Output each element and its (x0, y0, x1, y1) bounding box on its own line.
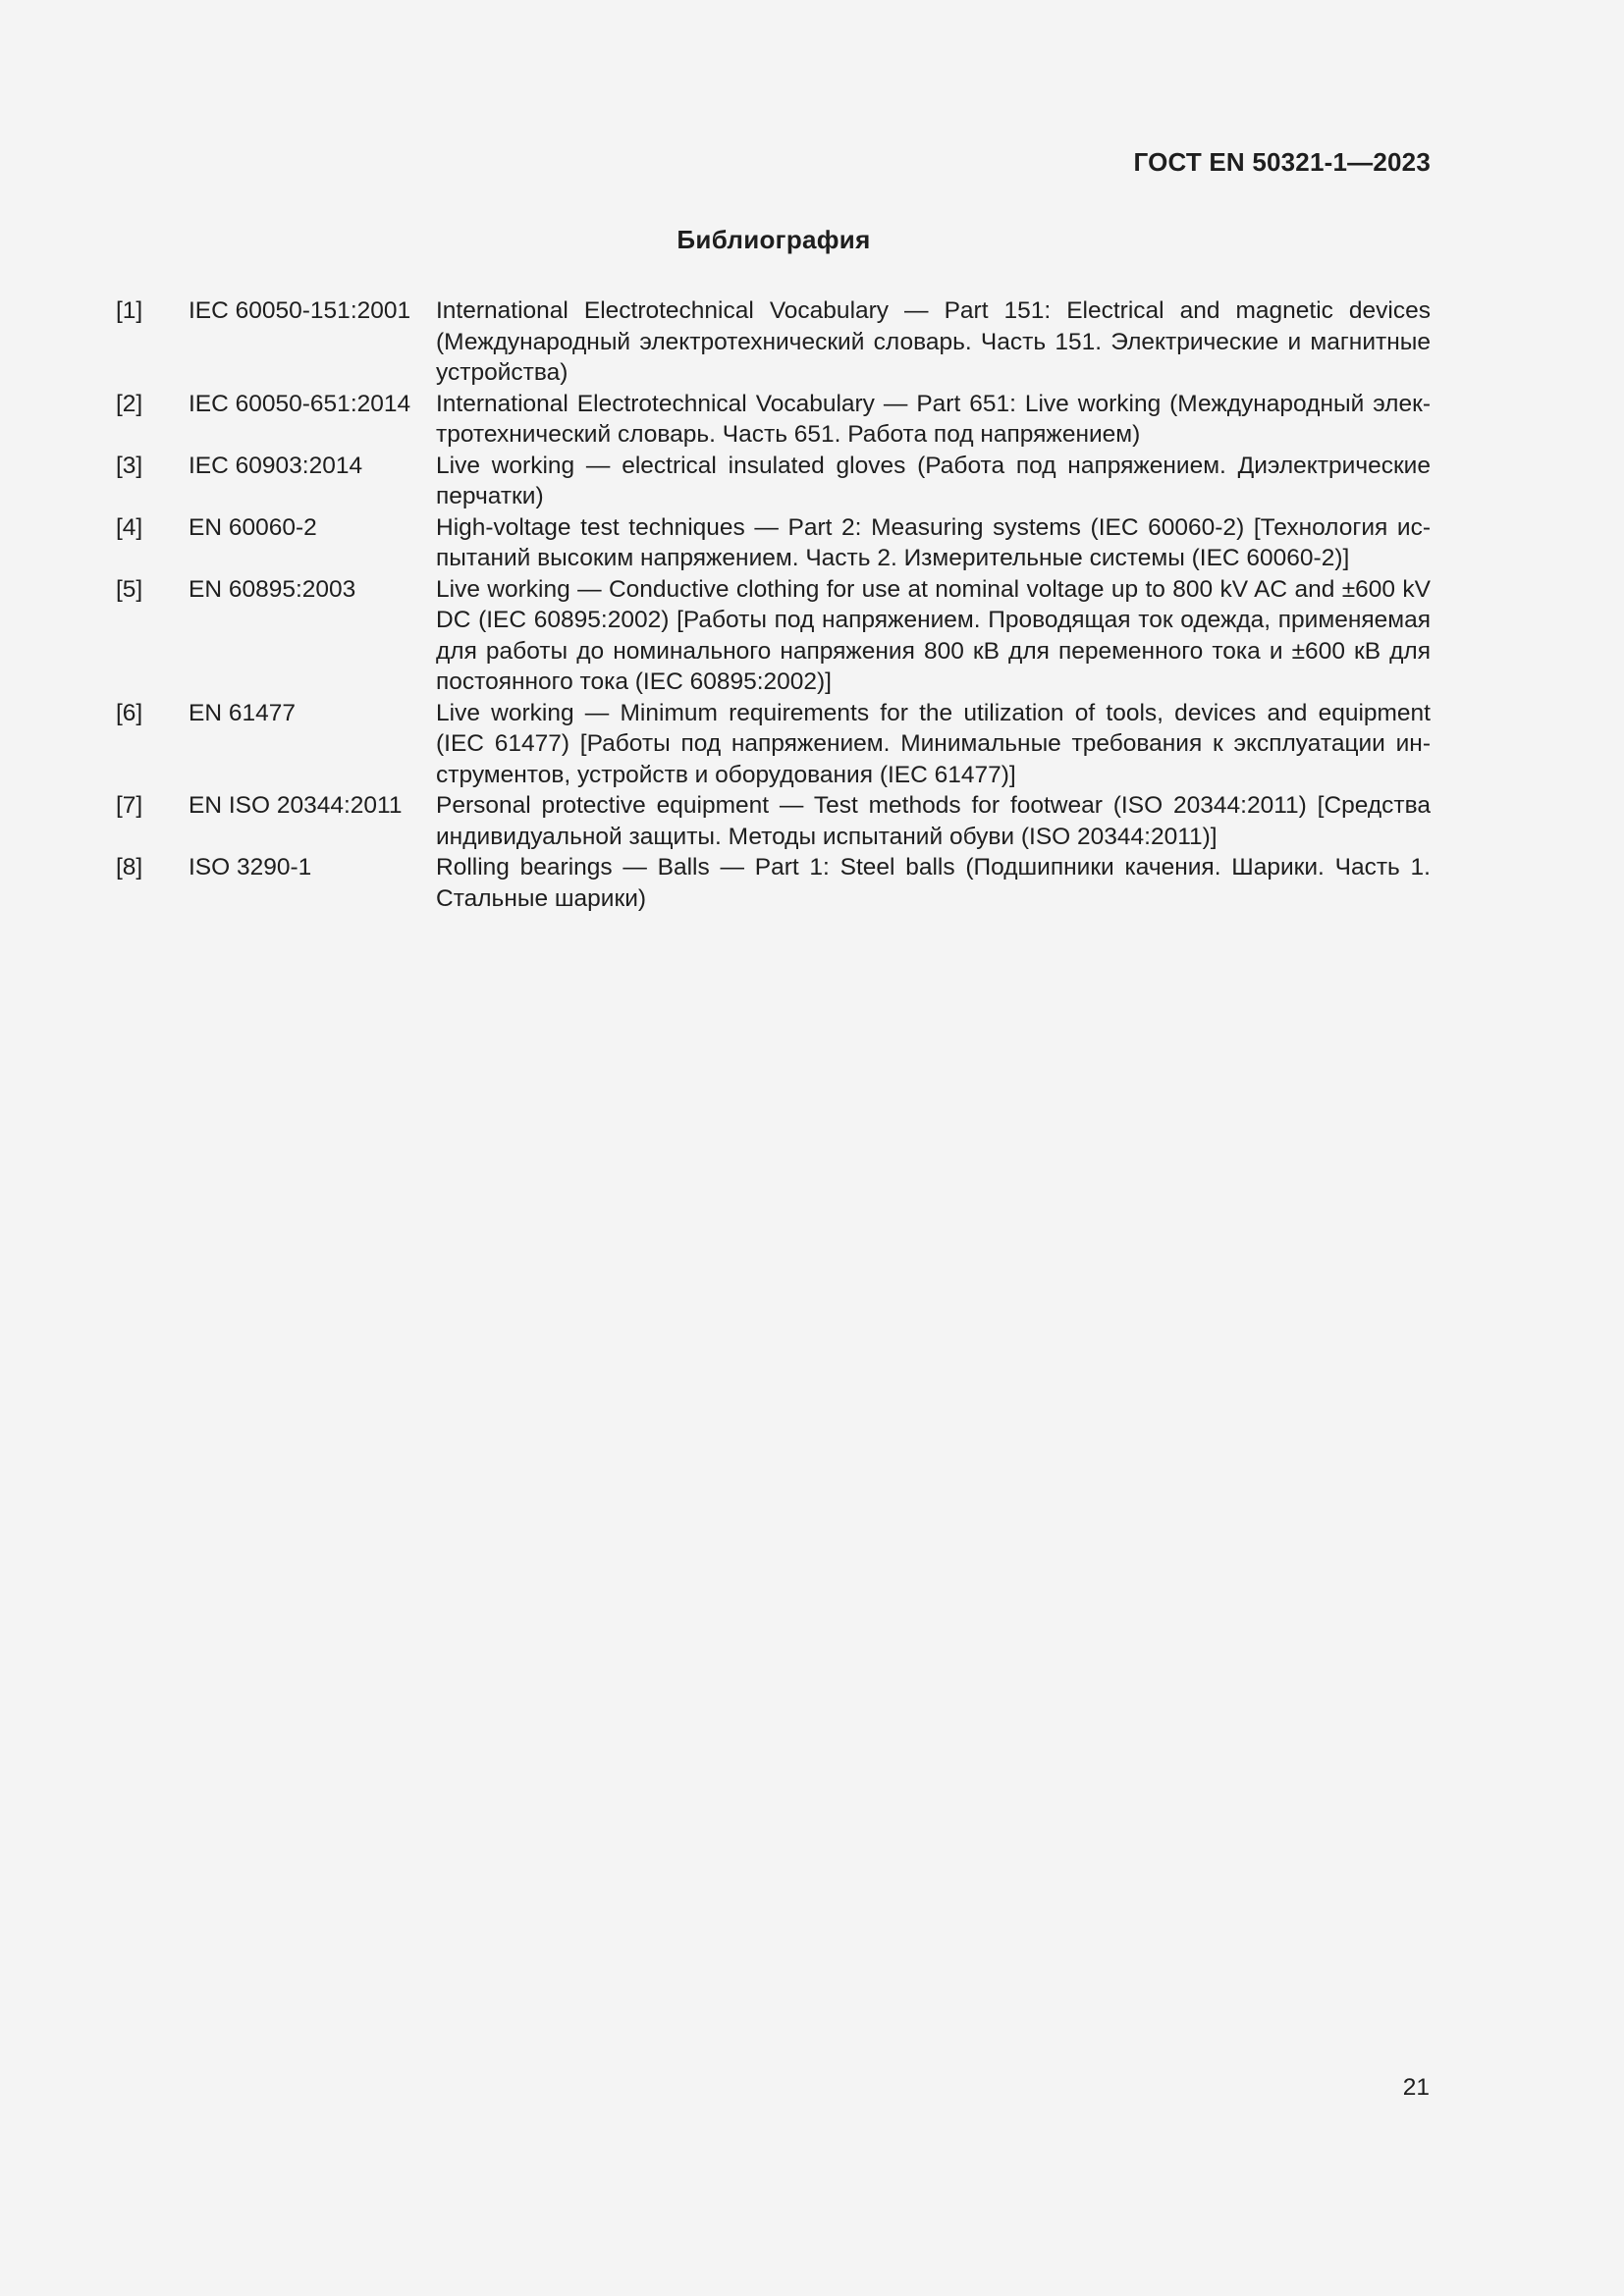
entry-standard-code: EN 61477 (189, 699, 296, 726)
entry-description: Personal protective equipment — Test methods for footwear (ISO 20344:2011) [Средства индивидуальной защиты. Методы испытаний обуви (ISO 20344:2011)] (436, 792, 1431, 850)
entry-description: Live working — Minimum requirements for the utilization of tools, devices and equipment (IEC 61477) [Работы под напряжением. Минимальные требования к эксплуатации инструментов, устройств и оборудования (IEC 61477)] (436, 699, 1431, 788)
entry-description: Live working — Conductive clothing for use at nominal voltage up to 800 kV AC and ±600 kV DC (IEC 60895:2002) [Работы под напряжением. Проводящая ток одежда, применяемая для работы до номинального напряжения 800 кВ для переменного тока и ±600 кВ для постоянного тока (IEC 60895:2002)] (436, 575, 1431, 695)
entry-number: [8] (116, 854, 143, 881)
entry-number: [3] (116, 452, 143, 479)
bibliography-entry (116, 698, 1431, 791)
entry-standard-code: ISO 3290-1 (189, 854, 312, 881)
entry-description: Live working — electrical insulated gloves (Работа под напряжением. Диэлектрические перчатки) (436, 452, 1431, 509)
bibliography-list (116, 295, 1431, 914)
bibliography-entry (116, 389, 1431, 451)
document-code: ГОСТ EN 50321-1—2023 (1133, 147, 1431, 177)
entry-standard-code: IEC 60903:2014 (189, 452, 363, 479)
entry-number: [1] (116, 297, 143, 324)
entry-description: High-voltage test techniques — Part 2: Measuring systems (IEC 60060-2) [Технология испытаний высоким напряжением. Часть 2. Измерительные системы (IEC 60060-2)] (436, 513, 1431, 571)
bibliography-entry (116, 295, 1431, 389)
bibliography-entry (116, 790, 1431, 852)
bibliography-entry (116, 451, 1431, 512)
entry-number: [7] (116, 792, 143, 819)
bibliography-entry (116, 852, 1431, 914)
bibliography-entry (116, 574, 1431, 698)
entry-standard-code: IEC 60050-651:2014 (189, 390, 411, 417)
entry-number: [4] (116, 513, 143, 541)
section-title: Библиография (677, 225, 871, 254)
entry-description: International Electrotechnical Vocabulary — Part 151: Electrical and magnetic devices (Международный электротехнический словарь. Часть 151. Электрические и магнитные устройства) (436, 297, 1431, 386)
entry-standard-code: EN ISO 20344:2011 (189, 792, 403, 819)
entry-number: [2] (116, 390, 143, 417)
entry-standard-code: IEC 60050-151:2001 (189, 297, 411, 324)
entry-number: [6] (116, 699, 143, 726)
entry-description: International Electrotechnical Vocabulary — Part 651: Live working (Международный электротехнический словарь. Часть 651. Работа под напряжением) (436, 390, 1431, 448)
page-number: 21 (1402, 2074, 1430, 2101)
entry-standard-code: EN 60060-2 (189, 513, 317, 541)
entry-description: Rolling bearings — Balls — Part 1: Steel balls (Подшипники качения. Шарики. Часть 1. Стальные шарики) (436, 854, 1431, 912)
bibliography-entry (116, 512, 1431, 574)
entry-number: [5] (116, 575, 143, 603)
entry-standard-code: EN 60895:2003 (189, 575, 356, 603)
